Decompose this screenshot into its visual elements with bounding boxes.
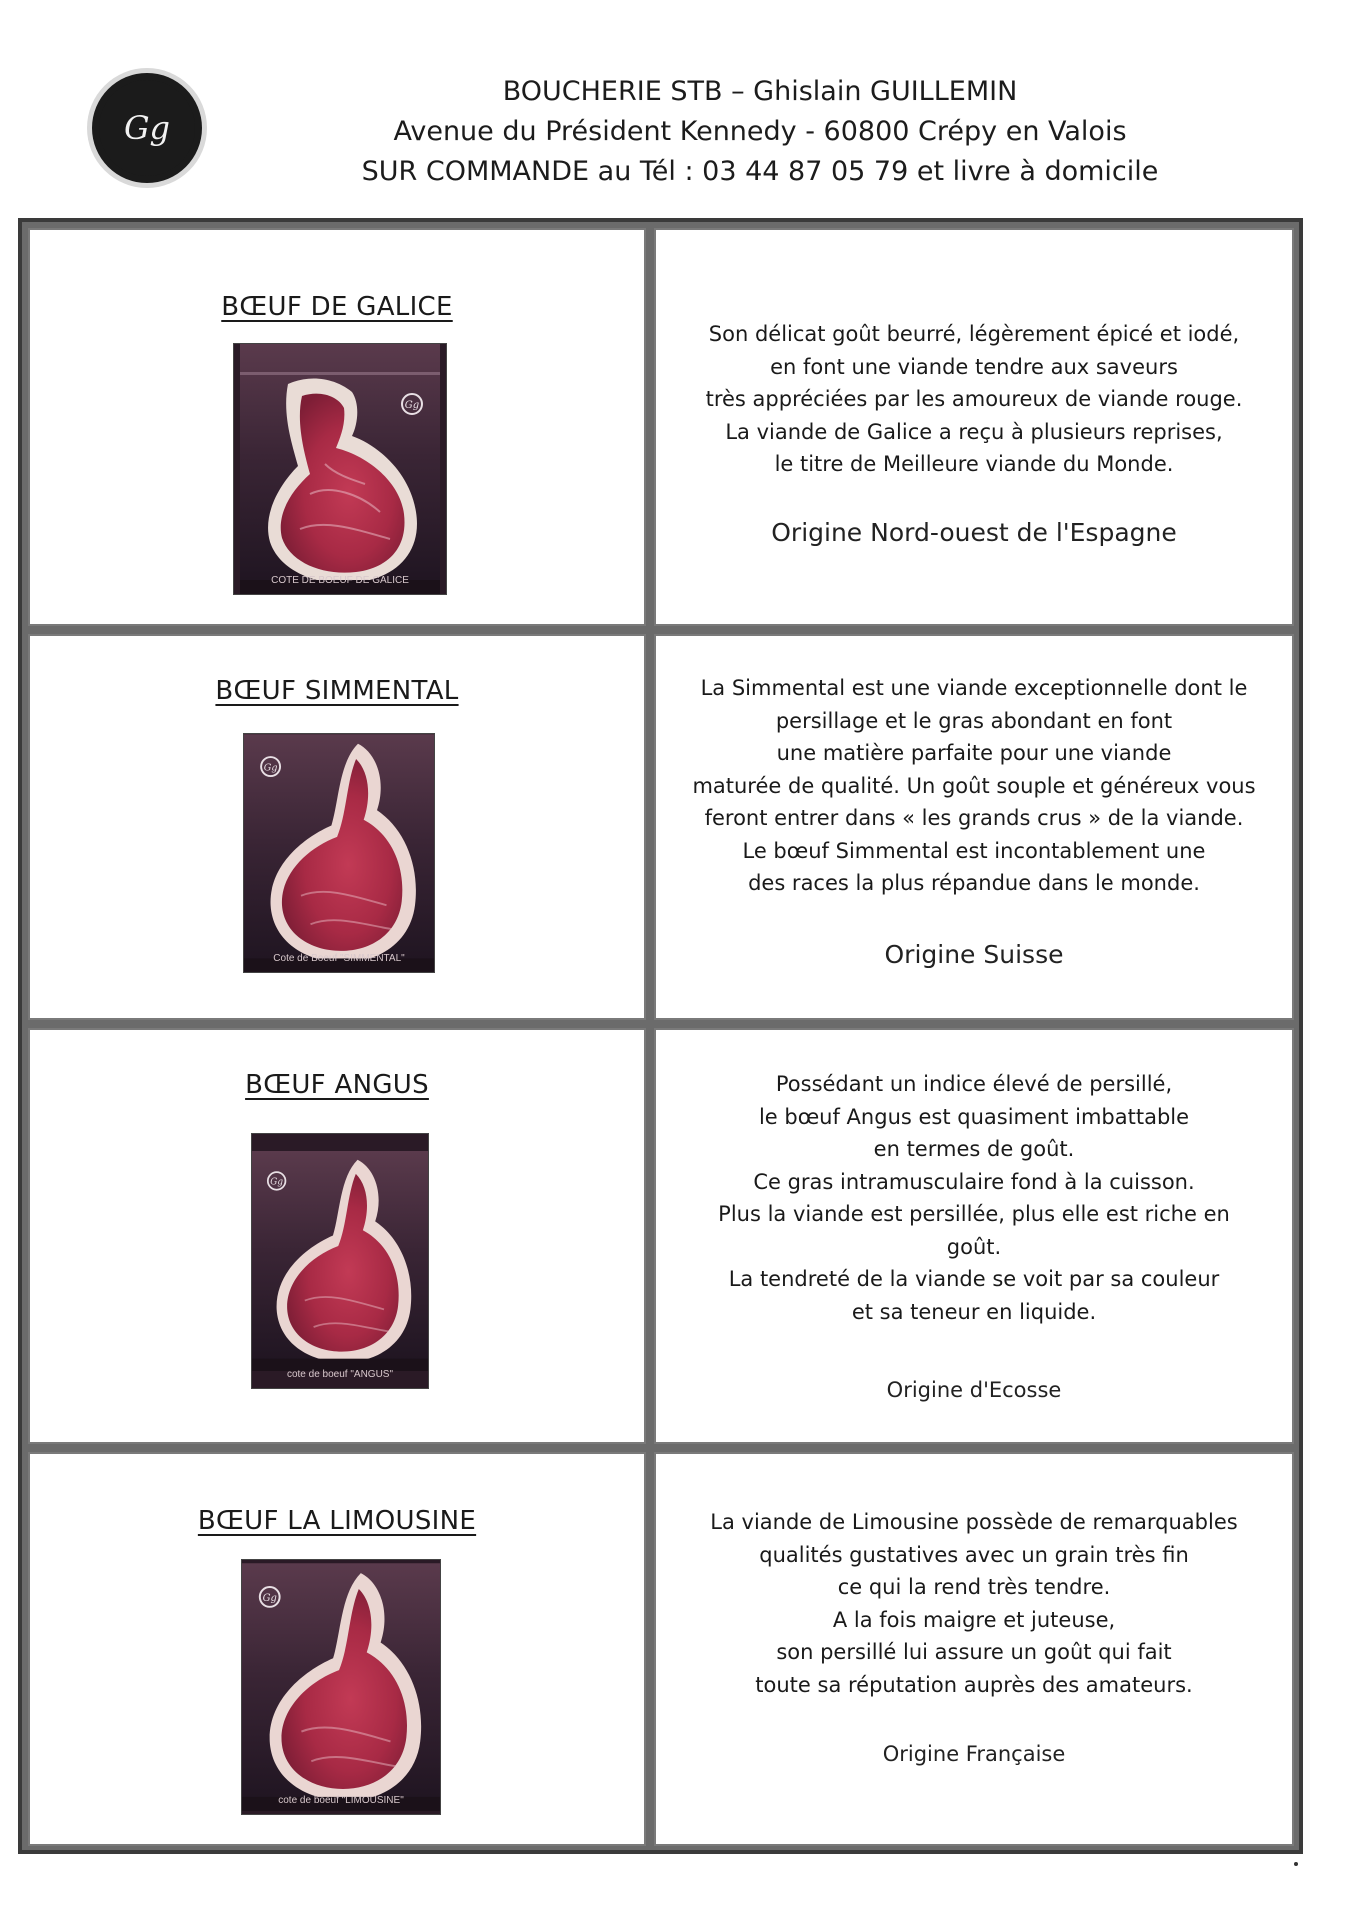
steak-image xyxy=(242,1560,440,1814)
product-title: BŒUF DE GALICE xyxy=(221,292,453,322)
product-description: La viande de Limousine possède de remarquables qualités gustatives avec un grain très fin ce qui la rend très tendre. A la fois maigre et juteuse, son persillé lui assure un goût qui fait toute sa réputation auprès des amateurs. xyxy=(710,1510,1238,1697)
product-title: BŒUF ANGUS xyxy=(245,1070,429,1100)
product-info-galice xyxy=(654,228,1294,626)
product-info-limousine xyxy=(654,1452,1294,1846)
shop-name: BOUCHERIE STB – Ghislain GUILLEMIN xyxy=(502,76,1018,107)
product-description: Possédant un indice élevé de persillé, le bœuf Angus est quasiment imbattable en termes de goût. Ce gras intramusculaire fond à la cuisson. Plus la viande est persillée, plus elle est riche en goût. La tendreté de la viande se voit par sa couleur et sa teneur en liquide. xyxy=(718,1072,1230,1324)
logo xyxy=(92,73,202,183)
product-cell-galice xyxy=(28,228,646,626)
product-grid xyxy=(18,218,1303,1854)
product-title: BŒUF LA LIMOUSINE xyxy=(197,1506,477,1536)
product-photo xyxy=(244,734,434,972)
product-cell-limousine xyxy=(28,1452,646,1846)
scan-speck xyxy=(1294,1862,1298,1866)
product-title: BŒUF SIMMENTAL xyxy=(215,676,459,706)
product-origin: Origine Nord-ouest de l'Espagne xyxy=(771,518,1177,547)
steak-image xyxy=(234,344,446,594)
shop-address: Avenue du Président Kennedy - 60800 Crépy en Valois xyxy=(393,116,1127,147)
product-cell-simmental xyxy=(28,634,646,1020)
product-description: Son délicat goût beurré, légèrement épicé et iodé, en font une viande tendre aux saveurs très appréciées par les amoureux de viande rouge. La viande de Galice a reçu à plusieurs reprises, le titre de Meilleure viande du Monde. xyxy=(705,322,1243,476)
svg-text:Gg: Gg xyxy=(123,109,171,147)
shop-order-phone: SUR COMMANDE au Tél : 03 44 87 05 79 et livre à domicile xyxy=(361,156,1159,187)
steak-image xyxy=(244,734,434,972)
product-origin: Origine Suisse xyxy=(884,940,1064,969)
photo-caption: cote de boeuf "ANGUS" xyxy=(286,1369,394,1380)
product-info-angus xyxy=(654,1028,1294,1444)
steak-image xyxy=(252,1134,428,1388)
product-description: La Simmental est une viande exceptionnelle dont le persillage et le gras abondant en font une matière parfaite pour une viande maturée de qualité. Un goût souple et généreux vous feront entrer dans « les grands crus » de la viande. Le bœuf Simmental est incontablement une des races la plus répandue dans le monde. xyxy=(692,676,1256,895)
product-info-simmental xyxy=(654,634,1294,1020)
product-cell-angus xyxy=(28,1028,646,1444)
photo-caption: cote de boeuf "LIMOUSINE" xyxy=(278,1795,404,1806)
product-photo xyxy=(252,1134,428,1388)
shop-header xyxy=(250,72,1270,192)
product-photo xyxy=(234,344,446,594)
photo-caption: COTE DE BOEUF DE GALICE xyxy=(271,575,409,586)
product-origin: Origine Française xyxy=(882,1742,1066,1766)
product-photo xyxy=(242,1560,440,1814)
logo-monogram-icon xyxy=(92,73,202,183)
photo-caption: Cote de Boeuf "SIMMENTAL" xyxy=(273,953,405,964)
product-origin: Origine d'Ecosse xyxy=(886,1378,1062,1402)
